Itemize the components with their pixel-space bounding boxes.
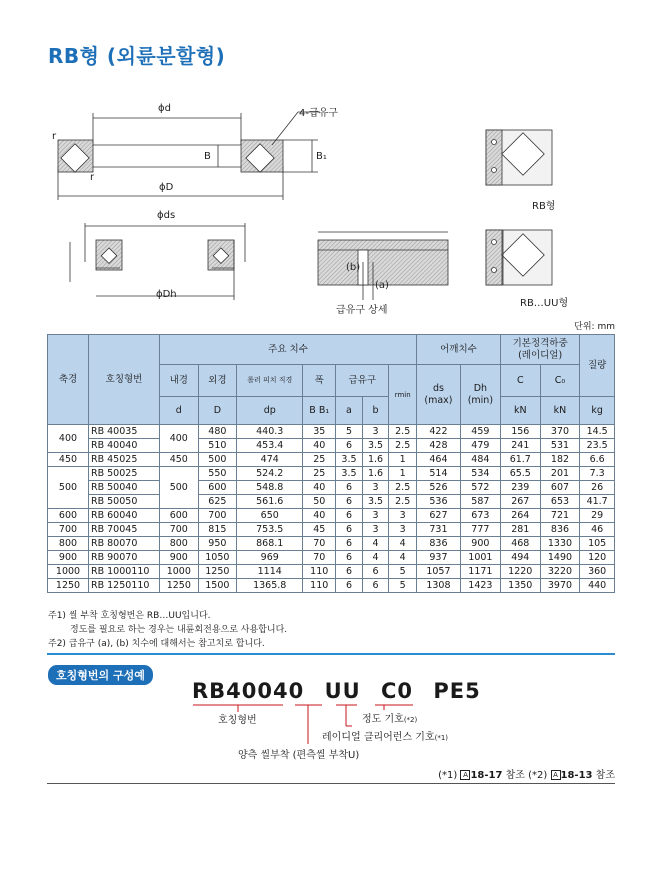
cell-b: 40 (303, 509, 336, 523)
cell-b: 3 (362, 481, 389, 495)
cell-c0: 836 (540, 523, 580, 537)
header-bb1: B B₁ (303, 397, 336, 425)
cell-d: 815 (198, 523, 237, 537)
cell-c0: 370 (540, 425, 580, 439)
cell-c: 1350 (500, 579, 540, 593)
cell-c: 267 (500, 495, 540, 509)
cell-b: 40 (303, 439, 336, 453)
header-shoulder: 어깨치수 (417, 335, 501, 365)
cell-model: RB 40040 (89, 439, 160, 453)
cell-r: 3 (389, 509, 417, 523)
cell-dh: 459 (460, 425, 500, 439)
rb-caption: RB형 (532, 201, 556, 212)
cell-a: 6 (336, 579, 363, 593)
cell-d: 1050 (198, 551, 237, 565)
cell-dp: 561.6 (237, 495, 303, 509)
cell-a: 6 (336, 523, 363, 537)
table-row (48, 523, 615, 537)
cell-b: 40 (303, 481, 336, 495)
cell-d: 510 (198, 439, 237, 453)
header-ds: ds (max) (417, 365, 461, 425)
cell-a: 6 (336, 565, 363, 579)
cell-d: 625 (198, 495, 237, 509)
rbuu-type-view (486, 230, 552, 285)
cell-model: RB 50040 (89, 481, 160, 495)
cell-kg: 29 (580, 509, 615, 523)
cell-dh: 673 (460, 509, 500, 523)
cell-b: 4 (362, 551, 389, 565)
cell-c0: 182 (540, 453, 580, 467)
divider-bottom (47, 783, 615, 784)
cell-dh: 534 (460, 467, 500, 481)
cell-kg: 120 (580, 551, 615, 565)
header-d: d (160, 397, 199, 425)
cell-d: 480 (198, 425, 237, 439)
label-precision: 정도 기호(*2) (362, 714, 418, 725)
header-c0: C₀ (540, 365, 580, 397)
code-model: RB40040 (192, 679, 305, 703)
cell-b: 6 (362, 579, 389, 593)
cell-dp: 474 (237, 453, 303, 467)
cell-b: 6 (362, 565, 389, 579)
cell-model: RB 50025 (89, 467, 160, 481)
b1-dim-label: B₁ (316, 151, 327, 162)
cell-r: 5 (389, 579, 417, 593)
cell-b: 110 (303, 565, 336, 579)
cell-shaft: 1250 (48, 579, 89, 593)
cell-d: 950 (198, 537, 237, 551)
cell-c0: 531 (540, 439, 580, 453)
cell-c0: 607 (540, 481, 580, 495)
cell-shaft: 400 (48, 425, 89, 453)
page-ref-2[interactable]: 18-13 (560, 770, 593, 781)
bearing-diagrams (0, 0, 667, 320)
cell-b: 3.5 (362, 495, 389, 509)
cell-kg: 23.5 (580, 439, 615, 453)
table-row (48, 495, 615, 509)
cell-dp: 1114 (237, 565, 303, 579)
divider-top (47, 653, 615, 655)
cell-d: 700 (198, 509, 237, 523)
cell-dp: 440.3 (237, 425, 303, 439)
phi-ds-label: ϕds (157, 210, 176, 221)
cell-c0: 201 (540, 467, 580, 481)
header-dp: dp (237, 397, 303, 425)
cell-ds: 422 (417, 425, 461, 439)
cell-kg: 26 (580, 481, 615, 495)
cell-ds: 536 (417, 495, 461, 509)
detail-caption: 급유구 상세 (336, 305, 388, 316)
cell-dp: 753.5 (237, 523, 303, 537)
cell-c: 494 (500, 551, 540, 565)
code-seal: UU (324, 679, 361, 703)
header-dh: Dh (min) (460, 365, 500, 425)
cell-inner: 1250 (160, 579, 199, 593)
cell-c0: 1490 (540, 551, 580, 565)
label-model: 호칭형번 (218, 715, 257, 726)
cell-c0: 1330 (540, 537, 580, 551)
cell-b: 110 (303, 579, 336, 593)
reference-line: (*1) A 18-17 참조 (*2) A 18-13 참조 (438, 770, 615, 781)
page-ref-1[interactable]: 18-17 (470, 770, 503, 781)
cell-r: 2.5 (389, 481, 417, 495)
table-row (48, 509, 615, 523)
cell-dh: 479 (460, 439, 500, 453)
cell-inner: 450 (160, 453, 199, 467)
cell-shaft: 500 (48, 467, 89, 509)
cell-shaft: 1000 (48, 565, 89, 579)
header-shaft: 축경 (48, 335, 89, 425)
cell-model: RB 1000110 (89, 565, 160, 579)
header-oil-hole: 급유구 (336, 365, 389, 397)
cell-dp: 969 (237, 551, 303, 565)
note-2: 주2) 급유구 (a), (b) 치수에 대해서는 참고치로 합니다. (48, 639, 265, 649)
table-row (48, 481, 615, 495)
header-width: 폭 (303, 365, 336, 397)
cell-ds: 627 (417, 509, 461, 523)
page-title: RB형 (외륜분할형) (48, 44, 226, 68)
cell-a: 3.5 (336, 467, 363, 481)
r-bottom-label: r (90, 172, 95, 183)
table-row (48, 537, 615, 551)
rb-type-view (486, 130, 552, 185)
cell-r: 1 (389, 467, 417, 481)
composition-badge: 호칭형번의 구성예 (48, 665, 153, 685)
header-D: D (198, 397, 237, 425)
cell-a: 6 (336, 439, 363, 453)
cell-kg: 41.7 (580, 495, 615, 509)
cell-d: 600 (198, 481, 237, 495)
cell-r: 5 (389, 565, 417, 579)
table-row (48, 551, 615, 565)
header-outer: 외경 (198, 365, 237, 397)
phi-dh-label: ϕDh (156, 289, 177, 300)
cell-r: 3 (389, 523, 417, 537)
cell-b: 35 (303, 425, 336, 439)
r-top-label: r (52, 131, 57, 142)
table-row (48, 439, 615, 453)
cell-inner: 1000 (160, 565, 199, 579)
header-b: b (362, 397, 389, 425)
cell-b: 50 (303, 495, 336, 509)
main-section-view (58, 112, 320, 200)
cell-b: 45 (303, 523, 336, 537)
cell-inner: 900 (160, 551, 199, 565)
table-row (48, 453, 615, 467)
label-clearance: 레이디얼 클리어런스 기호(*1) (322, 732, 449, 743)
cell-a: 6 (336, 551, 363, 565)
header-a: a (336, 397, 363, 425)
cell-ds: 937 (417, 551, 461, 565)
cell-c0: 3970 (540, 579, 580, 593)
cell-inner: 800 (160, 537, 199, 551)
cell-model: RB 50050 (89, 495, 160, 509)
table-row (48, 467, 615, 481)
code-precision: PE5 (433, 679, 481, 703)
table-row (48, 565, 615, 579)
phi-D-label: ϕD (159, 182, 174, 193)
header-main-dims: 주요 치수 (160, 335, 417, 365)
cell-shaft: 700 (48, 523, 89, 537)
cell-dh: 777 (460, 523, 500, 537)
cell-ds: 526 (417, 481, 461, 495)
cell-c: 264 (500, 509, 540, 523)
oil-hole-label: 4-급유구 (299, 108, 338, 119)
cell-b: 25 (303, 467, 336, 481)
cell-c: 241 (500, 439, 540, 453)
cell-ds: 428 (417, 439, 461, 453)
spec-table (47, 334, 615, 593)
header-model: 호칭형번 (89, 335, 160, 425)
cell-d: 1500 (198, 579, 237, 593)
note-1b: 정도를 필요로 하는 경우는 내륜회전용으로 사용합니다. (70, 625, 288, 635)
header-rmin: rmin (389, 365, 417, 425)
cell-b: 25 (303, 453, 336, 467)
cell-r: 2.5 (389, 439, 417, 453)
phi-d-label: ϕd (158, 103, 171, 114)
cell-r: 4 (389, 537, 417, 551)
cell-ds: 464 (417, 453, 461, 467)
notes (48, 609, 287, 651)
page-ref-icon: A (551, 770, 561, 780)
cell-ds: 836 (417, 537, 461, 551)
cell-model: RB 60040 (89, 509, 160, 523)
cell-dp: 868.1 (237, 537, 303, 551)
cell-dp: 650 (237, 509, 303, 523)
cell-c: 156 (500, 425, 540, 439)
cell-shaft: 600 (48, 509, 89, 523)
table-row (48, 579, 615, 593)
header-kn1: kN (500, 397, 540, 425)
cell-kg: 440 (580, 579, 615, 593)
cell-model: RB 90070 (89, 551, 160, 565)
header-c: C (500, 365, 540, 397)
cell-shaft: 450 (48, 453, 89, 467)
cell-inner: 400 (160, 425, 199, 453)
cell-model: RB 70045 (89, 523, 160, 537)
cell-a: 6 (336, 537, 363, 551)
cell-dp: 453.4 (237, 439, 303, 453)
cell-inner: 500 (160, 467, 199, 509)
cell-b: 4 (362, 537, 389, 551)
cell-kg: 46 (580, 523, 615, 537)
cell-c: 239 (500, 481, 540, 495)
cell-r: 2.5 (389, 495, 417, 509)
cell-b: 3 (362, 523, 389, 537)
cell-shaft: 800 (48, 537, 89, 551)
cell-b: 70 (303, 537, 336, 551)
cell-a: 6 (336, 481, 363, 495)
cell-c0: 3220 (540, 565, 580, 579)
cell-a: 5 (336, 425, 363, 439)
cell-dp: 1365.8 (237, 579, 303, 593)
cell-dh: 1171 (460, 565, 500, 579)
header-inner: 내경 (160, 365, 199, 397)
cell-dh: 587 (460, 495, 500, 509)
page-ref-icon: A (460, 770, 470, 780)
cell-inner: 700 (160, 523, 199, 537)
cell-b: 1.6 (362, 453, 389, 467)
cell-b: 70 (303, 551, 336, 565)
cell-r: 4 (389, 551, 417, 565)
cell-b: 1.6 (362, 467, 389, 481)
cell-r: 2.5 (389, 425, 417, 439)
header-kg: kg (580, 397, 615, 425)
cell-c: 468 (500, 537, 540, 551)
unit-label: 단위: mm (574, 322, 615, 332)
cell-dh: 1423 (460, 579, 500, 593)
cell-model: RB 1250110 (89, 579, 160, 593)
cell-kg: 6.6 (580, 453, 615, 467)
header-pitch: 롤러 피치 직경 (237, 365, 303, 397)
cell-a: 6 (336, 509, 363, 523)
b-hole-label: (b) (346, 262, 361, 273)
cell-c: 61.7 (500, 453, 540, 467)
cell-kg: 360 (580, 565, 615, 579)
cell-model: RB 45025 (89, 453, 160, 467)
cell-d: 1250 (198, 565, 237, 579)
cell-c0: 653 (540, 495, 580, 509)
cell-b: 3 (362, 425, 389, 439)
cell-a: 3.5 (336, 453, 363, 467)
cell-ds: 1308 (417, 579, 461, 593)
cell-b: 3 (362, 509, 389, 523)
cell-dp: 548.8 (237, 481, 303, 495)
cell-d: 500 (198, 453, 237, 467)
header-kn2: kN (540, 397, 580, 425)
a-hole-label: (a) (375, 280, 389, 291)
cell-shaft: 900 (48, 551, 89, 565)
cell-a: 6 (336, 495, 363, 509)
cell-r: 1 (389, 453, 417, 467)
b-dim-label: B (204, 151, 211, 162)
cell-c0: 721 (540, 509, 580, 523)
cell-c: 65.5 (500, 467, 540, 481)
note-1: 주1) 씰 부착 호칭형번은 RB…UU입니다. (48, 611, 211, 621)
cell-dh: 900 (460, 537, 500, 551)
cell-dh: 572 (460, 481, 500, 495)
cell-d: 550 (198, 467, 237, 481)
rbuu-caption: RB…UU형 (520, 298, 569, 309)
header-load-rating: 기본정격하중 (레이디얼) (500, 335, 579, 365)
table-row (48, 425, 615, 439)
cell-b: 3.5 (362, 439, 389, 453)
cell-dh: 1001 (460, 551, 500, 565)
cell-kg: 14.5 (580, 425, 615, 439)
header-mass: 질량 (580, 335, 615, 397)
cell-inner: 600 (160, 509, 199, 523)
code-clearance: C0 (380, 679, 414, 703)
cell-dp: 524.2 (237, 467, 303, 481)
cell-c: 281 (500, 523, 540, 537)
cell-ds: 1057 (417, 565, 461, 579)
cell-kg: 7.3 (580, 467, 615, 481)
cell-c: 1220 (500, 565, 540, 579)
cell-ds: 514 (417, 467, 461, 481)
cell-dh: 484 (460, 453, 500, 467)
cell-model: RB 80070 (89, 537, 160, 551)
cell-ds: 731 (417, 523, 461, 537)
cell-kg: 105 (580, 537, 615, 551)
cell-model: RB 40035 (89, 425, 160, 439)
label-seal: 양측 씰부착 (편측씰 부착U) (238, 750, 360, 761)
